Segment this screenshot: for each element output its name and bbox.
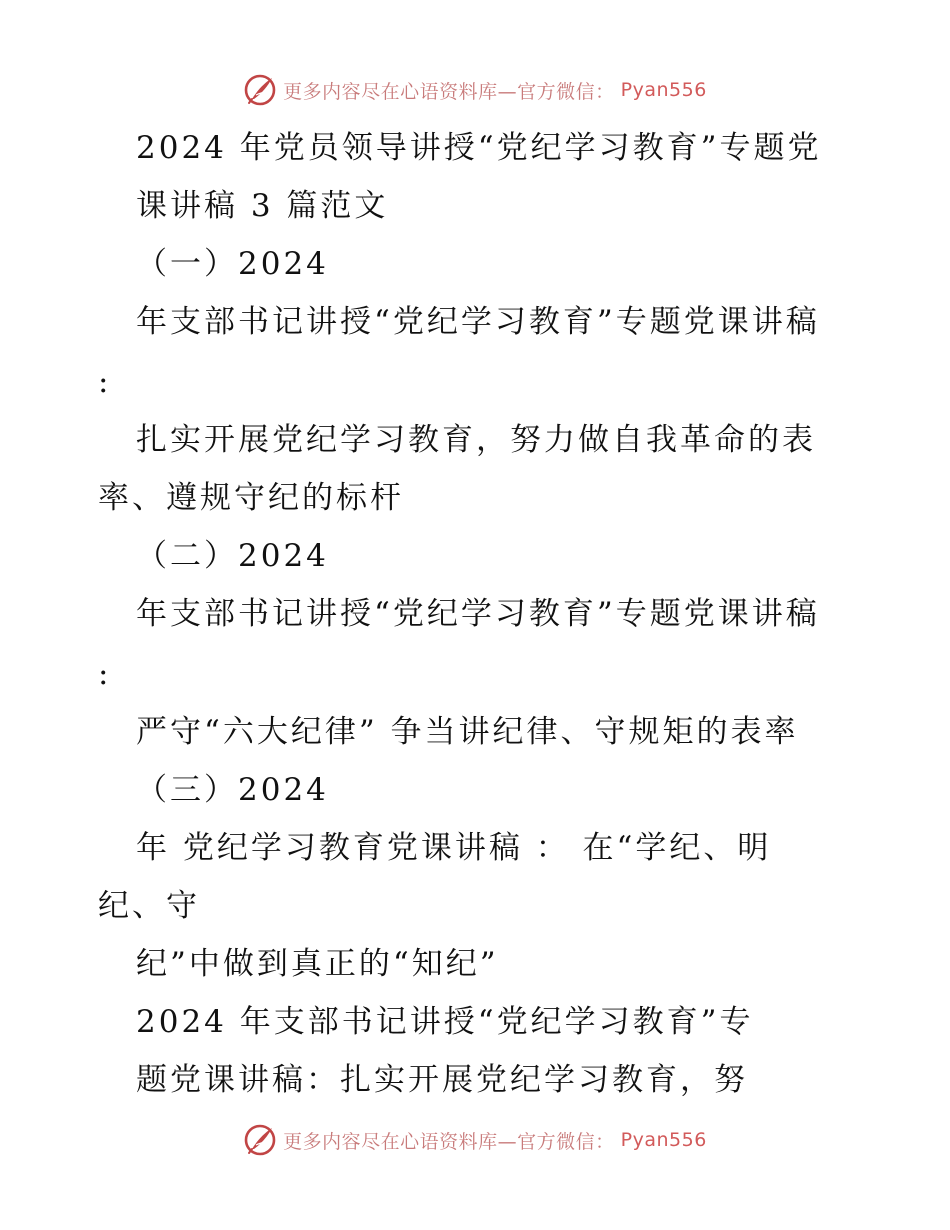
quill-pen-logo-icon — [243, 73, 277, 107]
section-3-number: （三）2024 — [136, 772, 329, 808]
body-text-line-2: 题党课讲稿：扎实开展党纪学习教育，努 — [136, 1062, 748, 1098]
section-3-heading: 年 党纪学习教育党课讲稿 ： 在“学纪、明 — [136, 830, 772, 866]
section-3-heading-continued: 纪、守 — [98, 888, 200, 924]
section-1-number: （一）2024 — [136, 246, 329, 282]
section-2-subtitle: 严守“六大纪律” 争当讲纪律、守规矩的表率 — [136, 714, 799, 750]
section-1-heading: 年支部书记讲授“党纪学习教育”专题党课讲稿 — [136, 304, 820, 340]
section-3-subtitle: 纪”中做到真正的“知纪” — [136, 946, 499, 982]
section-1-colon: : — [98, 364, 112, 400]
section-2-number: （二）2024 — [136, 538, 329, 574]
document-title-line-2: 课讲稿 3 篇范文 — [136, 188, 389, 224]
watermark-wechat-id: Pyan556 — [620, 79, 707, 101]
header-watermark — [0, 70, 950, 110]
section-1-subtitle-line-1: 扎实开展党纪学习教育，努力做自我革命的表 — [136, 422, 816, 458]
body-text-line-1: 2024 年支部书记讲授“党纪学习教育”专 — [136, 1004, 754, 1040]
watermark-text: 更多内容尽在心语资料库—官方微信： — [283, 80, 615, 103]
section-1-subtitle-line-2: 率、遵规守纪的标杆 — [98, 480, 404, 516]
watermark-wechat-id: Pyan556 — [620, 1129, 707, 1151]
watermark-text: 更多内容尽在心语资料库—官方微信： — [283, 1130, 615, 1153]
document-title-line-1: 2024 年党员领导讲授“党纪学习教育”专题党 — [136, 130, 822, 166]
footer-watermark — [0, 1120, 950, 1160]
quill-pen-logo-icon — [243, 1123, 277, 1157]
section-2-colon: : — [98, 656, 112, 692]
section-2-heading: 年支部书记讲授“党纪学习教育”专题党课讲稿 — [136, 596, 820, 632]
